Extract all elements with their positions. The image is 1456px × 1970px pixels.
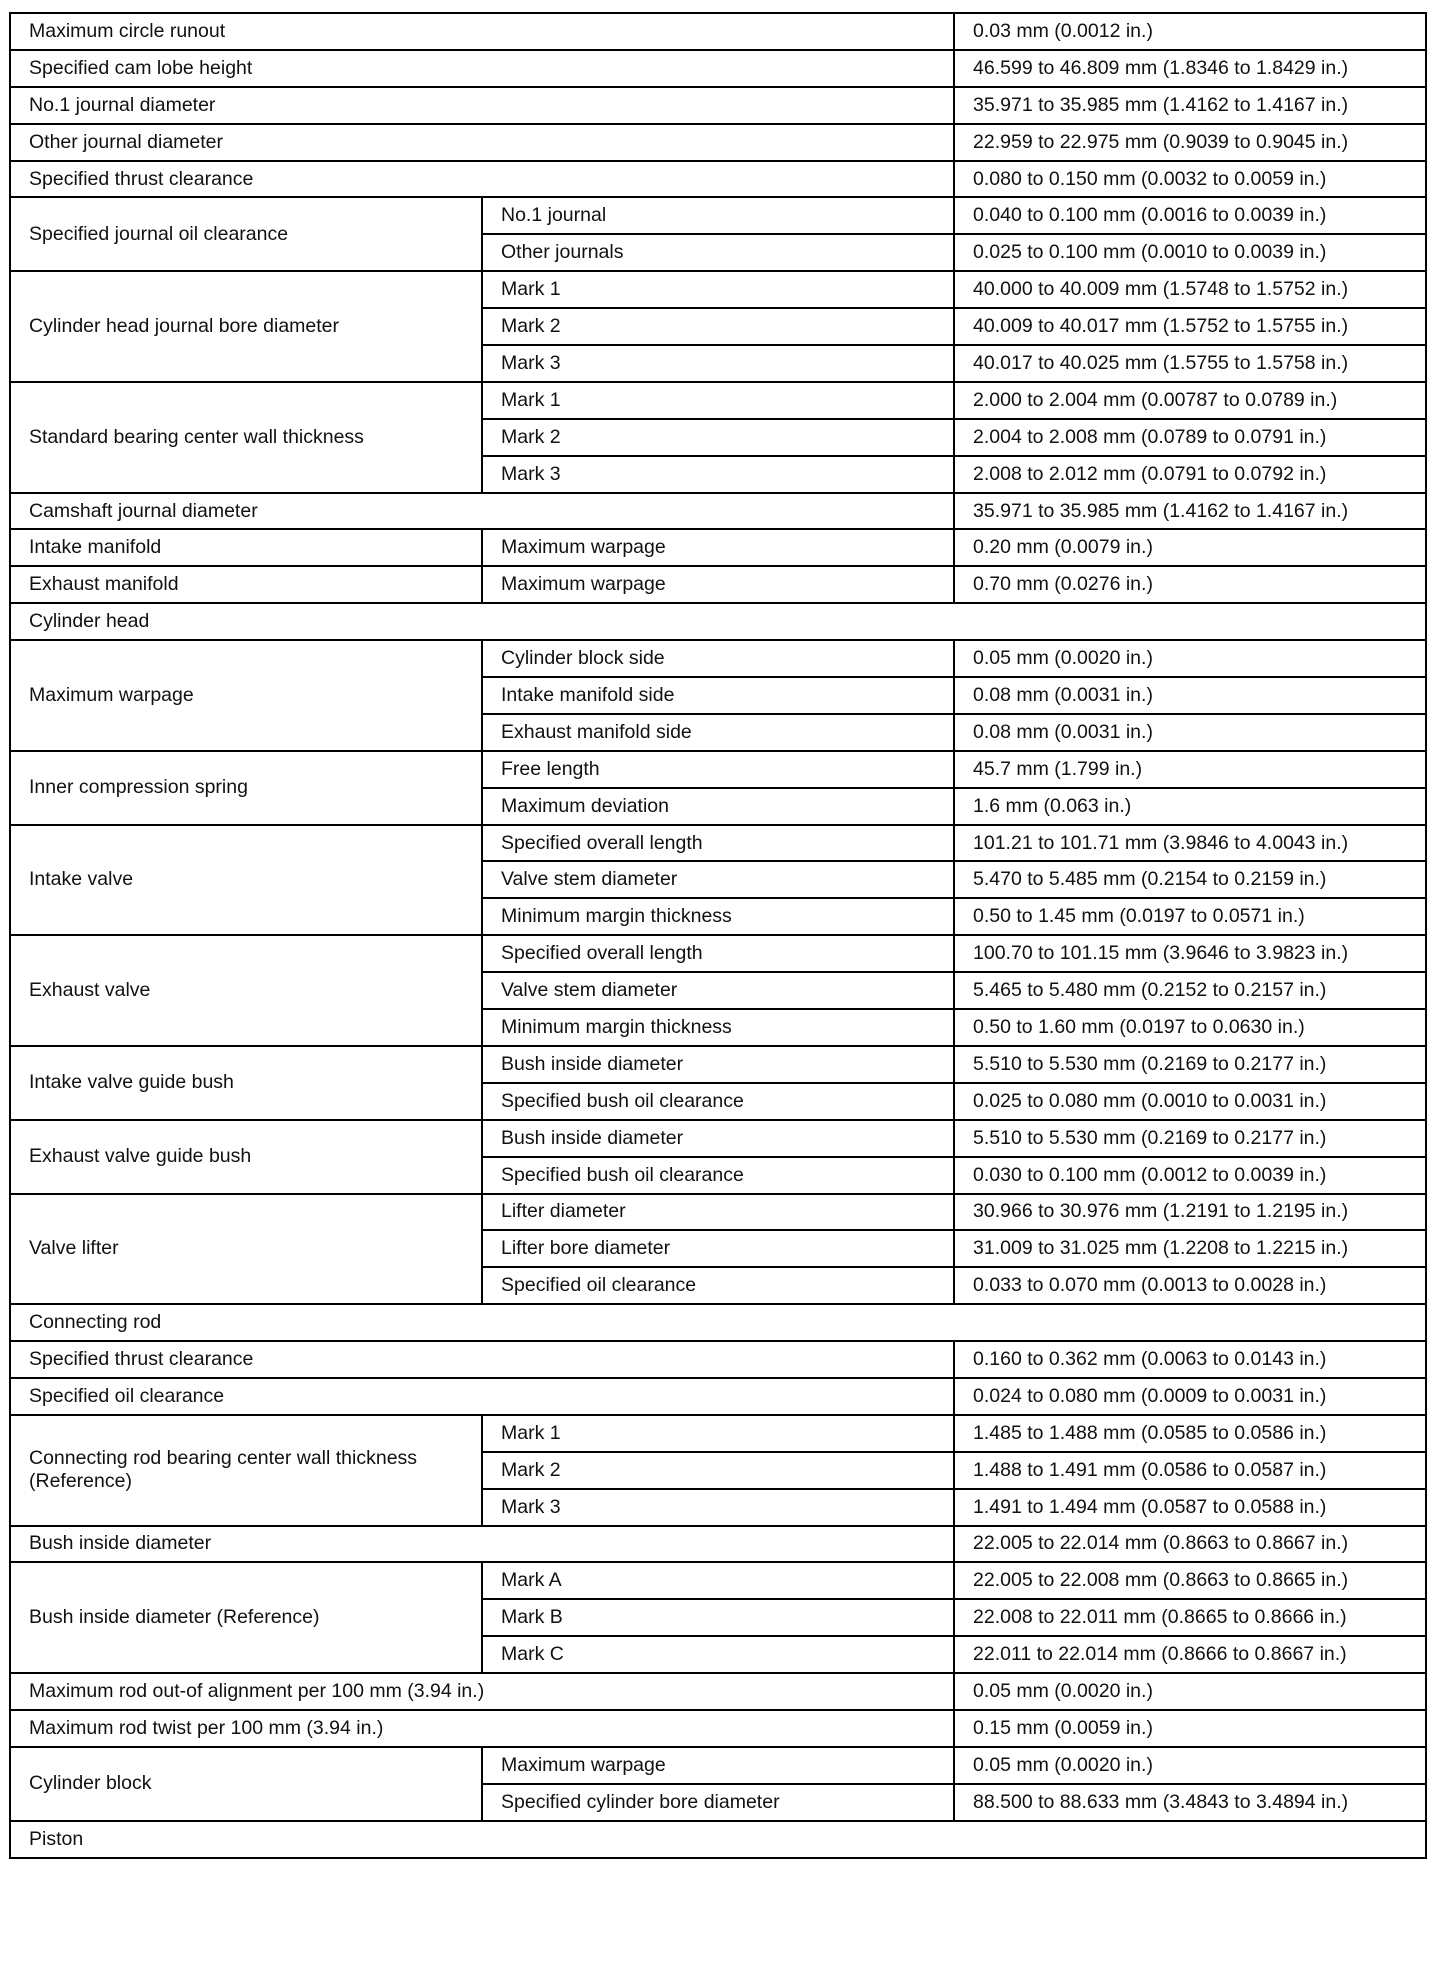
spec-value-cell: 1.488 to 1.491 mm (0.0586 to 0.0587 in.): [954, 1452, 1426, 1489]
spec-value-cell: 100.70 to 101.15 mm (3.9646 to 3.9823 in.): [954, 935, 1426, 972]
spec-item-cell: Specified thrust clearance: [10, 161, 954, 198]
table-row: [10, 1526, 1426, 1563]
spec-subitem-cell: Mark A: [482, 1562, 954, 1599]
spec-value-cell: 2.004 to 2.008 mm (0.0789 to 0.0791 in.): [954, 419, 1426, 456]
table-row: [10, 493, 1426, 530]
spec-subitem-cell: Specified overall length: [482, 825, 954, 862]
spec-value-cell: 1.485 to 1.488 mm (0.0585 to 0.0586 in.): [954, 1415, 1426, 1452]
spec-value-cell: 0.50 to 1.45 mm (0.0197 to 0.0571 in.): [954, 898, 1426, 935]
spec-value-cell: 45.7 mm (1.799 in.): [954, 751, 1426, 788]
specifications-table-body: [10, 13, 1426, 1858]
spec-item-cell: Maximum rod twist per 100 mm (3.94 in.): [10, 1710, 954, 1747]
spec-subitem-cell: Mark 1: [482, 382, 954, 419]
spec-item-cell: Mark 3: [482, 456, 954, 493]
spec-subitem-cell: Free length: [482, 751, 954, 788]
spec-item-cell: Exhaust valve guide bush: [10, 1120, 482, 1194]
spec-item-cell: Intake manifold: [10, 529, 482, 566]
spec-item-cell: Intake valve: [10, 825, 482, 936]
spec-item-cell: No.1 journal diameter: [10, 87, 954, 124]
spec-value-cell: 46.599 to 46.809 mm (1.8346 to 1.8429 in.): [954, 50, 1426, 87]
table-row: [10, 825, 1426, 862]
spec-item-cell: Maximum warpage: [10, 640, 482, 751]
spec-value-cell: 0.20 mm (0.0079 in.): [954, 529, 1426, 566]
spec-value-cell: 0.08 mm (0.0031 in.): [954, 714, 1426, 751]
spec-value-cell: 0.05 mm (0.0020 in.): [954, 1673, 1426, 1710]
spec-item-cell: Specified cam lobe height: [10, 50, 954, 87]
spec-item-cell: Standard bearing center wall thickness: [10, 382, 482, 493]
spec-value-cell: 0.033 to 0.070 mm (0.0013 to 0.0028 in.): [954, 1267, 1426, 1304]
spec-item-cell: Mark 2: [482, 1452, 954, 1489]
table-row: [10, 1120, 1426, 1157]
spec-value-cell: 0.05 mm (0.0020 in.): [954, 1747, 1426, 1784]
table-row: [10, 1341, 1426, 1378]
spec-item-cell: Specified cylinder bore diameter: [482, 1784, 954, 1821]
spec-value-cell: 22.005 to 22.014 mm (0.8663 to 0.8667 in.): [954, 1526, 1426, 1563]
spec-item-cell: Specified bush oil clearance: [482, 1083, 954, 1120]
table-row: [10, 50, 1426, 87]
spec-value-cell: 5.465 to 5.480 mm (0.2152 to 0.2157 in.): [954, 972, 1426, 1009]
spec-value-cell: 0.160 to 0.362 mm (0.0063 to 0.0143 in.): [954, 1341, 1426, 1378]
spec-value-cell: 40.009 to 40.017 mm (1.5752 to 1.5755 in.): [954, 308, 1426, 345]
spec-subitem-cell: Cylinder block side: [482, 640, 954, 677]
table-row: [10, 1046, 1426, 1083]
spec-item-cell: Connecting rod bearing center wall thickness (Reference): [10, 1415, 482, 1526]
spec-item-cell: Maximum rod out-of alignment per 100 mm (3.94 in.): [10, 1673, 954, 1710]
spec-item-cell: Maximum deviation: [482, 788, 954, 825]
spec-value-cell: 5.510 to 5.530 mm (0.2169 to 0.2177 in.): [954, 1120, 1426, 1157]
spec-item-cell: Minimum margin thickness: [482, 1009, 954, 1046]
table-row: [10, 1821, 1426, 1858]
table-row: [10, 1710, 1426, 1747]
spec-value-cell: 40.017 to 40.025 mm (1.5755 to 1.5758 in.): [954, 345, 1426, 382]
spec-item-cell: Exhaust valve: [10, 935, 482, 1046]
table-row: [10, 640, 1426, 677]
spec-item-cell: Lifter bore diameter: [482, 1230, 954, 1267]
spec-item-cell: Other journal diameter: [10, 124, 954, 161]
spec-value-cell: 22.959 to 22.975 mm (0.9039 to 0.9045 in.): [954, 124, 1426, 161]
table-row: [10, 1747, 1426, 1784]
spec-item-cell: Camshaft journal diameter: [10, 493, 954, 530]
spec-value-cell: 35.971 to 35.985 mm (1.4162 to 1.4167 in.): [954, 87, 1426, 124]
spec-value-cell: 30.966 to 30.976 mm (1.2191 to 1.2195 in.): [954, 1194, 1426, 1231]
spec-value-cell: 88.500 to 88.633 mm (3.4843 to 3.4894 in.): [954, 1784, 1426, 1821]
table-row: [10, 566, 1426, 603]
table-row: [10, 161, 1426, 198]
spec-value-cell: 0.15 mm (0.0059 in.): [954, 1710, 1426, 1747]
spec-item-cell: Exhaust manifold side: [482, 714, 954, 751]
spec-value-cell: 0.080 to 0.150 mm (0.0032 to 0.0059 in.): [954, 161, 1426, 198]
table-row: [10, 1378, 1426, 1415]
spec-value-cell: 22.005 to 22.008 mm (0.8663 to 0.8665 in.): [954, 1562, 1426, 1599]
spec-item-cell: Other journals: [482, 234, 954, 271]
spec-subitem-cell: Lifter diameter: [482, 1194, 954, 1231]
spec-item-cell: Specified bush oil clearance: [482, 1157, 954, 1194]
spec-item-cell: Specified thrust clearance: [10, 1341, 954, 1378]
table-row: [10, 271, 1426, 308]
spec-subitem-cell: Mark 1: [482, 1415, 954, 1452]
spec-value-cell: 1.6 mm (0.063 in.): [954, 788, 1426, 825]
table-row: [10, 1194, 1426, 1231]
specifications-table: [9, 12, 1427, 1859]
spec-item-cell: Maximum circle runout: [10, 13, 954, 50]
spec-item-cell: Valve stem diameter: [482, 972, 954, 1009]
spec-item-cell: Mark 2: [482, 419, 954, 456]
spec-value-cell: 0.040 to 0.100 mm (0.0016 to 0.0039 in.): [954, 197, 1426, 234]
spec-value-cell: 0.025 to 0.100 mm (0.0010 to 0.0039 in.): [954, 234, 1426, 271]
spec-value-cell: 101.21 to 101.71 mm (3.9846 to 4.0043 in.): [954, 825, 1426, 862]
spec-value-cell: 2.000 to 2.004 mm (0.00787 to 0.0789 in.): [954, 382, 1426, 419]
spec-item-cell: Intake valve guide bush: [10, 1046, 482, 1120]
table-row: [10, 1304, 1426, 1341]
table-row: [10, 935, 1426, 972]
spec-subitem-cell: Specified overall length: [482, 935, 954, 972]
spec-value-cell: 0.024 to 0.080 mm (0.0009 to 0.0031 in.): [954, 1378, 1426, 1415]
spec-value-cell: 0.70 mm (0.0276 in.): [954, 566, 1426, 603]
spec-item-cell: Minimum margin thickness: [482, 898, 954, 935]
spec-value-cell: 0.030 to 0.100 mm (0.0012 to 0.0039 in.): [954, 1157, 1426, 1194]
spec-item-cell: Mark 2: [482, 308, 954, 345]
spec-item-cell: Bush inside diameter (Reference): [10, 1562, 482, 1673]
spec-subitem-cell: Maximum warpage: [482, 566, 954, 603]
spec-subitem-cell: Maximum warpage: [482, 1747, 954, 1784]
table-row: [10, 751, 1426, 788]
spec-value-cell: 35.971 to 35.985 mm (1.4162 to 1.4167 in.): [954, 493, 1426, 530]
spec-item-cell: Bush inside diameter: [10, 1526, 954, 1563]
table-row: [10, 1415, 1426, 1452]
spec-subitem-cell: Mark 1: [482, 271, 954, 308]
spec-value-cell: 0.025 to 0.080 mm (0.0010 to 0.0031 in.): [954, 1083, 1426, 1120]
spec-item-cell: Mark B: [482, 1599, 954, 1636]
spec-value-cell: 2.008 to 2.012 mm (0.0791 to 0.0792 in.): [954, 456, 1426, 493]
table-row: [10, 197, 1426, 234]
spec-item-cell: Mark C: [482, 1636, 954, 1673]
spec-value-cell: 0.03 mm (0.0012 in.): [954, 13, 1426, 50]
spec-item-cell: Mark 3: [482, 345, 954, 382]
section-header-cell: Piston: [10, 1821, 1426, 1858]
spec-value-cell: 0.50 to 1.60 mm (0.0197 to 0.0630 in.): [954, 1009, 1426, 1046]
spec-item-cell: Valve stem diameter: [482, 861, 954, 898]
spec-value-cell: 22.011 to 22.014 mm (0.8666 to 0.8667 in.): [954, 1636, 1426, 1673]
spec-subitem-cell: Bush inside diameter: [482, 1120, 954, 1157]
spec-item-cell: Specified oil clearance: [10, 1378, 954, 1415]
table-row: [10, 1562, 1426, 1599]
section-header-cell: Cylinder head: [10, 603, 1426, 640]
spec-item-cell: Valve lifter: [10, 1194, 482, 1305]
spec-item-cell: Exhaust manifold: [10, 566, 482, 603]
table-row: [10, 1673, 1426, 1710]
spec-item-cell: Cylinder block: [10, 1747, 482, 1821]
spec-subitem-cell: Maximum warpage: [482, 529, 954, 566]
spec-item-cell: Intake manifold side: [482, 677, 954, 714]
spec-value-cell: 1.491 to 1.494 mm (0.0587 to 0.0588 in.): [954, 1489, 1426, 1526]
table-row: [10, 529, 1426, 566]
table-row: [10, 124, 1426, 161]
spec-value-cell: 0.05 mm (0.0020 in.): [954, 640, 1426, 677]
spec-value-cell: 22.008 to 22.011 mm (0.8665 to 0.8666 in.): [954, 1599, 1426, 1636]
spec-value-cell: 31.009 to 31.025 mm (1.2208 to 1.2215 in.): [954, 1230, 1426, 1267]
spec-item-cell: Cylinder head journal bore diameter: [10, 271, 482, 382]
spec-subitem-cell: No.1 journal: [482, 197, 954, 234]
spec-value-cell: 0.08 mm (0.0031 in.): [954, 677, 1426, 714]
section-header-cell: Connecting rod: [10, 1304, 1426, 1341]
table-row: [10, 13, 1426, 50]
spec-subitem-cell: Bush inside diameter: [482, 1046, 954, 1083]
table-row: [10, 603, 1426, 640]
spec-item-cell: Specified journal oil clearance: [10, 197, 482, 271]
table-row: [10, 87, 1426, 124]
spec-value-cell: 5.470 to 5.485 mm (0.2154 to 0.2159 in.): [954, 861, 1426, 898]
table-row: [10, 382, 1426, 419]
spec-item-cell: Mark 3: [482, 1489, 954, 1526]
spec-item-cell: Inner compression spring: [10, 751, 482, 825]
spec-value-cell: 40.000 to 40.009 mm (1.5748 to 1.5752 in.): [954, 271, 1426, 308]
spec-item-cell: Specified oil clearance: [482, 1267, 954, 1304]
spec-value-cell: 5.510 to 5.530 mm (0.2169 to 0.2177 in.): [954, 1046, 1426, 1083]
